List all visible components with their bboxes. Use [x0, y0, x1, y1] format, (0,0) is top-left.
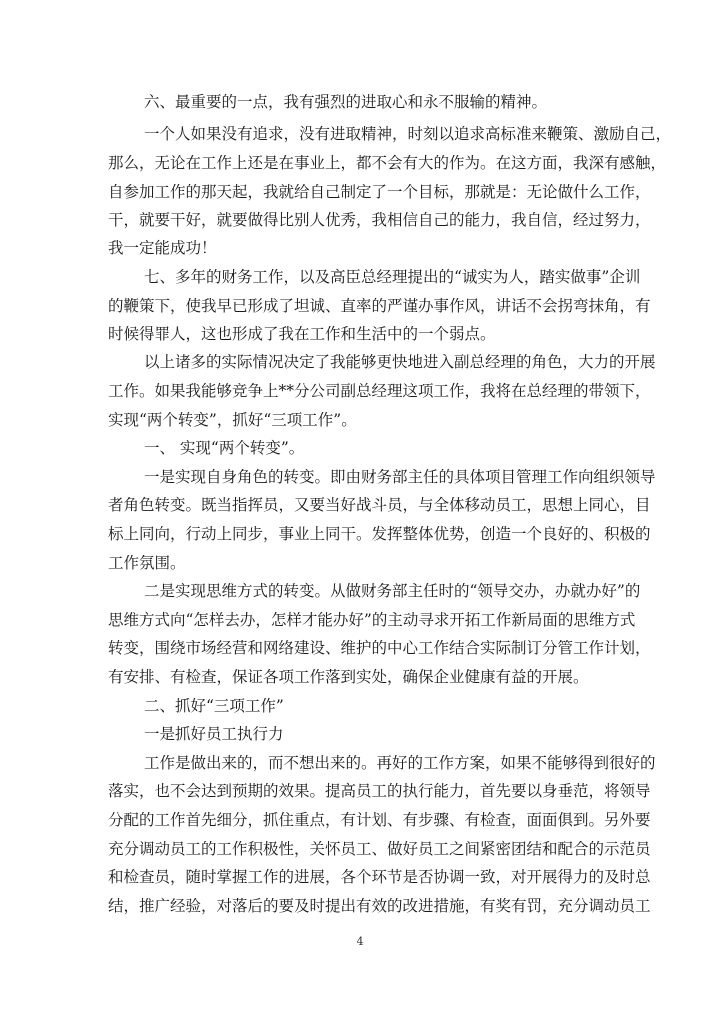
- text-line: 一个人如果没有追求，没有进取精神，时刻以追求高标准来鞭策、激励自己，: [144, 125, 672, 143]
- text-line: 自参加工作的那天起，我就给自己制定了一个目标，那就是：无论做什么工作，: [108, 183, 651, 201]
- text-line: 六、最重要的一点，我有强烈的进取心和永不服输的精神。: [144, 93, 548, 111]
- text-line: 的鞭策下，使我早已形成了坦诚、直率的严谨办事作风，讲话不会拐弯抹角，有: [108, 297, 651, 315]
- text-line: 转变，围绕市场经营和网络建设、维护的中心工作结合实际制订分管工作计划，: [108, 639, 651, 657]
- text-line: 充分调动员工的工作积极性，关怀员工、做好员工之间紧密团结和配合的示范员: [108, 840, 651, 858]
- page-number: 4: [356, 935, 364, 948]
- text-line: 结，推广经验，对落后的要及时提出有效的改进措施，有奖有罚，充分调动员工: [108, 897, 651, 915]
- text-line: 者角色转变。既当指挥员，又要当好战斗员，与全体移动员工，思想上同心，目: [108, 496, 651, 514]
- text-line: 工作。如果我能够竞争上**分公司副总经理这项工作，我将在总经理的带领下，: [108, 382, 651, 400]
- text-line: 以上诸多的实际情况决定了我能够更快地进入副总经理的角色，大力的开展: [144, 353, 656, 371]
- text-line: 干，就要干好，就要做得比别人优秀，我相信自己的能力，我自信，经过努力，: [108, 211, 651, 229]
- text-line: 时候得罪人，这也形成了我在工作和生活中的一个弱点。: [108, 325, 496, 343]
- text-line: 二是实现思维方式的转变。从做财务部主任时的“领导交办，办就办好”的: [144, 582, 641, 600]
- text-line: 工作氛围。: [108, 554, 186, 572]
- text-line: 标上同向，行动上同步，事业上同干。发挥整体优势，创造一个良好的、积极的: [108, 525, 651, 543]
- text-line: 和检查员，随时掌握工作的进展，各个环节是否协调一致，对开展得力的及时总: [108, 868, 651, 886]
- text-line: 工作是做出来的，而不想出来的。再好的工作方案，如果不能够得到很好的: [144, 754, 656, 772]
- text-line: 七、多年的财务工作，以及高臣总经理提出的“诚实为人，踏实做事”企训: [144, 268, 641, 286]
- section-heading: 二、抓好“三项工作”: [144, 697, 284, 715]
- text-line: 分配的工作首先细分，抓住重点，有计划、有步骤、有检查，面面俱到。另外要: [108, 811, 651, 829]
- text-line: 一是实现自身角色的转变。即由财务部主任的具体项目管理工作向组织领导: [144, 468, 656, 486]
- section-heading: 一、 实现“两个转变”。: [144, 439, 305, 457]
- text-line: 思维方式向“怎样去办，怎样才能办好”的主动寻求开拓工作新局面的思维方式: [108, 611, 636, 629]
- text-line: 实现“两个转变”，抓好“三项工作”。: [108, 411, 357, 429]
- text-line: 我一定能成功！: [108, 239, 217, 257]
- text-line: 那么，无论在工作上还是在事业上，都不会有大的作为。在这方面，我深有感触，: [108, 154, 667, 172]
- subsection-heading: 一是抓好员工执行力: [144, 725, 284, 743]
- text-line: 有安排、有检查，保证各项工作落到实处，确保企业健康有益的开展。: [108, 668, 589, 686]
- text-line: 落实，也不会达到预期的效果。提高员工的执行能力，首先要以身垂范，将领导: [108, 782, 651, 800]
